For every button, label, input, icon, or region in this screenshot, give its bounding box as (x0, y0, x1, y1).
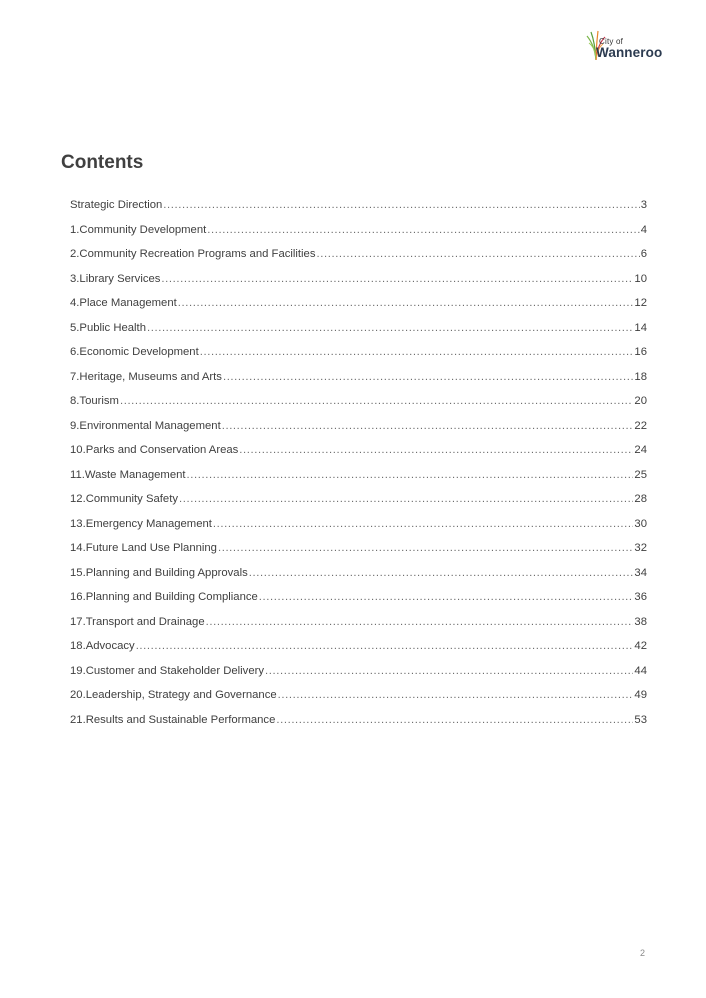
toc-entry-page: 6 (640, 248, 647, 260)
toc-dot-leader (147, 322, 633, 334)
toc-entry[interactable] (70, 322, 647, 347)
toc-dot-leader (222, 420, 634, 432)
toc-entry-label: 10.Parks and Conservation Areas (70, 444, 239, 456)
toc-dot-leader (317, 248, 640, 260)
toc-dot-leader (278, 689, 634, 701)
toc-entry-label: 16.Planning and Building Compliance (70, 591, 258, 603)
toc-entry-label: Strategic Direction (70, 199, 163, 211)
toc-entry[interactable] (70, 518, 647, 543)
toc-entry-page: 44 (634, 664, 647, 677)
toc-entry[interactable] (70, 224, 647, 249)
toc-dot-leader (223, 371, 633, 383)
toc-dot-leader (218, 542, 633, 554)
toc-entry[interactable] (70, 640, 647, 665)
toc-dot-leader (207, 224, 639, 236)
logo-text-city-of: City of (599, 37, 624, 46)
toc-entry-page: 28 (634, 493, 647, 505)
toc-dot-leader (178, 297, 634, 309)
toc-dot-leader (265, 665, 633, 677)
toc-entry-label: 1.Community Development (70, 223, 207, 236)
toc-entry-page: 32 (634, 542, 647, 554)
toc-entry[interactable] (70, 665, 647, 690)
toc-entry[interactable] (70, 542, 647, 567)
toc-entry-page: 22 (634, 419, 647, 432)
toc-dot-leader (136, 640, 634, 652)
toc-entry[interactable] (70, 469, 647, 494)
toc-dot-leader (187, 469, 634, 481)
page-number: 2 (640, 948, 646, 958)
toc-entry[interactable] (70, 714, 647, 739)
toc-entry[interactable] (70, 567, 647, 592)
toc-entry-label: 13.Emergency Management (70, 517, 212, 530)
toc-entry-label: 7.Heritage, Museums and Arts (70, 370, 222, 383)
toc-entry-label: 9.Environmental Management (70, 419, 221, 432)
toc-entry-page: 18 (634, 370, 647, 383)
toc-entry-label: 18.Advocacy (70, 640, 135, 652)
toc-entry-label: 12.Community Safety (70, 493, 178, 505)
toc-entry[interactable] (70, 591, 647, 616)
toc-entry[interactable] (70, 395, 647, 420)
toc-dot-leader (249, 567, 634, 579)
toc-entry-label: 5.Public Health (70, 321, 146, 334)
logo-text-wanneroo: Wanneroo (596, 45, 663, 60)
toc-dot-leader (213, 518, 634, 530)
toc-entry-page: 12 (634, 297, 647, 309)
toc-entry[interactable] (70, 273, 647, 298)
toc-dot-leader (276, 714, 633, 726)
toc-entry[interactable] (70, 420, 647, 445)
toc-entry-label: 3.Library Services (70, 272, 161, 285)
toc-entry[interactable] (70, 346, 647, 371)
toc-entry[interactable] (70, 199, 647, 224)
toc-entry-label: 15.Planning and Building Approvals (70, 566, 248, 579)
toc-dot-leader (239, 444, 633, 456)
toc-entry-page: 25 (634, 468, 647, 481)
toc-entry-label: 4.Place Management (70, 297, 177, 309)
toc-entry-page: 4 (640, 223, 647, 236)
toc-entry-page: 24 (634, 444, 647, 456)
toc-entry[interactable] (70, 371, 647, 396)
toc-entry-page: 14 (634, 321, 647, 334)
toc-entry-page: 38 (634, 615, 647, 628)
city-of-wanneroo-logo (585, 28, 675, 64)
toc-entry[interactable] (70, 493, 647, 518)
toc-entry[interactable] (70, 689, 647, 714)
toc-entry-page: 3 (640, 199, 647, 211)
toc-entry-page: 20 (634, 395, 647, 407)
toc-entry-label: 17.Transport and Drainage (70, 615, 205, 628)
toc-entry-page: 34 (634, 566, 647, 579)
toc-entry-page: 49 (634, 689, 647, 701)
toc-dot-leader (161, 273, 633, 285)
toc-dot-leader (120, 395, 633, 407)
toc-dot-leader (163, 199, 639, 211)
toc-entry[interactable] (70, 444, 647, 469)
toc-entry-label: 21.Results and Sustainable Performance (70, 713, 276, 726)
toc-dot-leader (206, 616, 634, 628)
toc-entry-label: 2.Community Recreation Programs and Facilities (70, 248, 316, 260)
toc-entry-label: 11.Waste Management (70, 468, 186, 481)
toc-entry[interactable] (70, 297, 647, 322)
toc-entry-page: 36 (634, 591, 647, 603)
contents-heading: Contents (61, 152, 144, 173)
toc-entry-label: 8.Tourism (70, 395, 119, 407)
table-of-contents (70, 199, 647, 738)
toc-entry-page: 42 (634, 640, 647, 652)
toc-entry-page: 53 (634, 713, 647, 726)
toc-entry-page: 30 (634, 517, 647, 530)
toc-dot-leader (200, 346, 634, 358)
toc-entry[interactable] (70, 616, 647, 641)
toc-dot-leader (259, 591, 634, 603)
toc-entry-label: 19.Customer and Stakeholder Delivery (70, 664, 265, 677)
toc-entry[interactable] (70, 248, 647, 273)
toc-entry-label: 14.Future Land Use Planning (70, 542, 217, 554)
toc-entry-label: 6.Economic Development (70, 346, 199, 358)
toc-entry-label: 20.Leadership, Strategy and Governance (70, 689, 277, 701)
toc-entry-page: 16 (634, 346, 647, 358)
toc-dot-leader (179, 493, 633, 505)
toc-entry-page: 10 (634, 272, 647, 285)
